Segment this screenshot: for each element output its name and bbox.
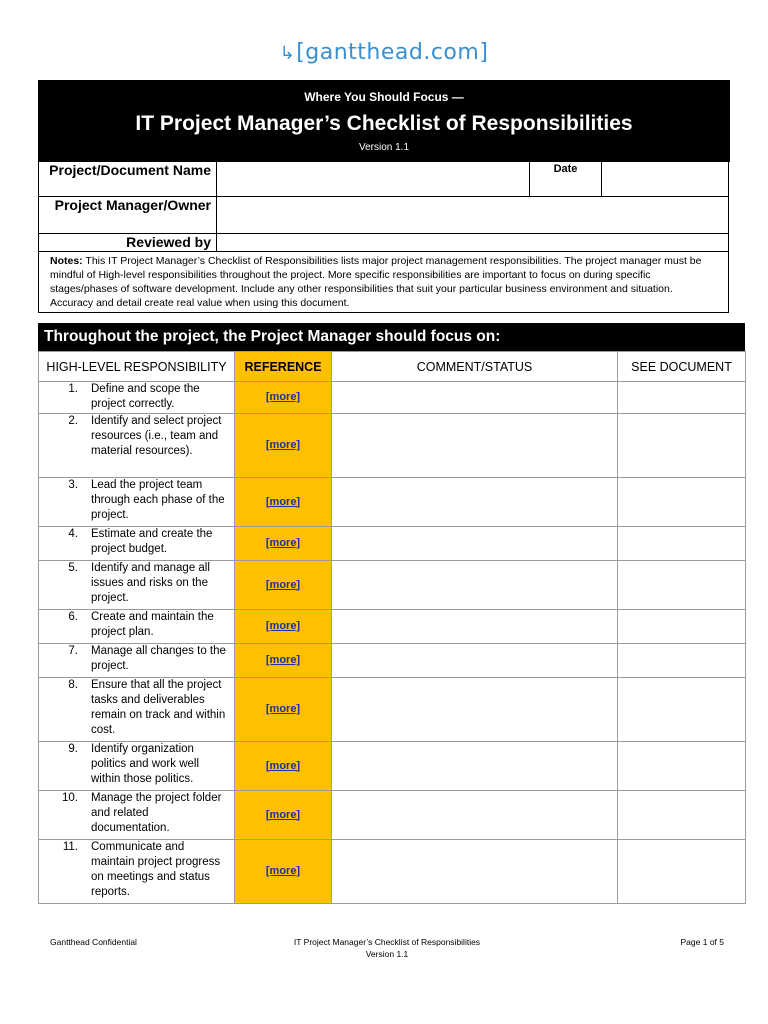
reference-cell xyxy=(235,478,332,527)
footer-page-number: Page 1 of 5 xyxy=(680,937,724,947)
table-row xyxy=(39,414,746,478)
reference-cell xyxy=(235,791,332,840)
column-header-reference: REFERENCE xyxy=(235,352,332,382)
responsibility-cell xyxy=(39,742,235,791)
column-header-responsibility: HIGH-LEVEL RESPONSIBILITY xyxy=(39,352,235,382)
table-row xyxy=(39,644,746,678)
responsibility-cell xyxy=(39,644,235,678)
responsibility-cell xyxy=(39,527,235,561)
list-item xyxy=(39,678,234,739)
reference-cell xyxy=(235,382,332,414)
comment-status-cell[interactable] xyxy=(332,791,618,840)
footer-doc-title: IT Project Manager’s Checklist of Responsibilities xyxy=(293,937,481,947)
table-row xyxy=(39,742,746,791)
see-document-cell[interactable] xyxy=(618,478,746,527)
table-row xyxy=(39,527,746,561)
table-row xyxy=(39,840,746,904)
comment-status-cell[interactable] xyxy=(332,742,618,791)
responsibility-cell xyxy=(39,610,235,644)
table-row xyxy=(39,678,746,742)
responsibility-cell xyxy=(39,414,235,478)
table-row xyxy=(39,382,746,414)
list-item xyxy=(39,382,234,413)
list-item xyxy=(39,414,234,460)
document-version: Version 1.1 xyxy=(358,142,410,153)
reference-cell xyxy=(235,610,332,644)
more-link[interactable]: [more] xyxy=(265,439,301,451)
item-number: 11. xyxy=(62,841,78,853)
see-document-cell[interactable] xyxy=(618,791,746,840)
list-item xyxy=(39,610,234,641)
list-item xyxy=(39,791,234,837)
see-document-cell[interactable] xyxy=(618,644,746,678)
list-item xyxy=(39,742,234,788)
date-field[interactable] xyxy=(602,162,729,197)
item-text: Communicate and maintain project progress on meetings and status reports. xyxy=(91,841,221,898)
comment-status-cell[interactable] xyxy=(332,527,618,561)
notes-block xyxy=(39,252,729,313)
comment-status-cell[interactable] xyxy=(332,678,618,742)
footer-title xyxy=(50,936,724,960)
comment-status-cell[interactable] xyxy=(332,610,618,644)
reference-cell xyxy=(235,678,332,742)
item-number: 3. xyxy=(68,479,78,491)
list-item xyxy=(39,478,234,524)
table-row xyxy=(39,610,746,644)
item-number: 8. xyxy=(68,679,78,691)
item-number: 4. xyxy=(68,528,78,540)
more-link[interactable]: [more] xyxy=(265,391,301,403)
comment-status-cell[interactable] xyxy=(332,840,618,904)
more-link[interactable]: [more] xyxy=(265,495,301,508)
comment-status-cell[interactable] xyxy=(332,382,618,414)
item-text: Identify organization politics and work well within those politics. xyxy=(91,743,200,785)
notes-text: This IT Project Manager’s Checklist of Responsibilities lists major project management responsibilities. The project manager must be mindful of High-level responsibilities throughout the project. More specific responsibilities are important to focus on during specific stages/phases of software development. Include any other responsibilities that suit your particular business environment and situation. Accuracy and detail create real value when using this document. xyxy=(50,255,702,309)
footer-version: Version 1.1 xyxy=(365,949,409,959)
reference-cell xyxy=(235,742,332,791)
item-text: Manage the project folder and related documentation. xyxy=(91,792,222,834)
responsibilities-table xyxy=(38,351,746,904)
see-document-cell[interactable] xyxy=(618,610,746,644)
document-title: IT Project Manager’s Checklist of Responsibilities xyxy=(135,112,633,135)
comment-status-cell[interactable] xyxy=(332,561,618,610)
pm-owner-field[interactable] xyxy=(217,197,729,234)
reviewed-by-label: Reviewed by xyxy=(39,234,217,252)
arrow-icon: ↳ xyxy=(279,43,296,64)
see-document-cell[interactable] xyxy=(618,742,746,791)
gantthead-logo xyxy=(0,40,768,67)
document-header xyxy=(38,80,730,162)
reference-cell xyxy=(235,527,332,561)
responsibility-cell xyxy=(39,840,235,904)
item-number: 1. xyxy=(68,383,78,395)
table-row xyxy=(39,561,746,610)
item-number: 7. xyxy=(68,645,78,657)
more-link[interactable]: [more] xyxy=(265,759,301,772)
reference-cell xyxy=(235,561,332,610)
list-item xyxy=(39,561,234,607)
notes-label: Notes: xyxy=(50,255,83,267)
more-link[interactable]: [more] xyxy=(265,808,301,821)
item-text: Ensure that all the project tasks and deliverables remain on track and within cost. xyxy=(91,679,226,736)
more-link[interactable]: [more] xyxy=(265,578,301,591)
table-row xyxy=(39,791,746,840)
see-document-cell[interactable] xyxy=(618,382,746,414)
responsibility-cell xyxy=(39,791,235,840)
item-number: 6. xyxy=(68,611,78,623)
reference-cell xyxy=(235,840,332,904)
item-text: Define and scope the project correctly. xyxy=(91,383,200,410)
more-link[interactable]: [more] xyxy=(265,654,301,666)
footer-confidential: Gantthead Confidential xyxy=(50,937,137,947)
header-subtitle: Where You Should Focus — xyxy=(304,90,464,104)
item-text: Manage all changes to the project. xyxy=(91,645,226,672)
comment-status-cell[interactable] xyxy=(332,478,618,527)
item-text: Estimate and create the project budget. xyxy=(91,528,213,555)
more-link[interactable]: [more] xyxy=(265,703,301,715)
item-number: 2. xyxy=(68,415,78,427)
project-name-label: Project/Document Name xyxy=(39,162,217,197)
item-text: Lead the project team through each phase of the project. xyxy=(91,479,225,521)
more-link[interactable]: [more] xyxy=(265,537,301,549)
item-number: 5. xyxy=(68,562,78,574)
reference-cell xyxy=(235,644,332,678)
logo-text: [gantthead.com] xyxy=(296,40,489,65)
see-document-cell[interactable] xyxy=(618,414,746,478)
table-row xyxy=(39,478,746,527)
see-document-cell[interactable] xyxy=(618,527,746,561)
column-header-comment-status: COMMENT/STATUS xyxy=(332,352,618,382)
responsibility-cell xyxy=(39,382,235,414)
item-text: Create and maintain the project plan. xyxy=(91,611,214,638)
list-item xyxy=(39,644,234,675)
reviewed-by-field[interactable] xyxy=(217,234,729,252)
more-link[interactable]: [more] xyxy=(265,865,301,877)
focus-heading: Throughout the project, the Project Manager should focus on: xyxy=(38,323,745,351)
more-link[interactable]: [more] xyxy=(265,620,301,632)
see-document-cell[interactable] xyxy=(618,561,746,610)
project-name-field[interactable] xyxy=(217,162,530,197)
see-document-cell[interactable] xyxy=(618,678,746,742)
responsibility-cell xyxy=(39,478,235,527)
reference-cell xyxy=(235,414,332,478)
item-text: Identify and manage all issues and risks on the project. xyxy=(91,562,210,604)
comment-status-cell[interactable] xyxy=(332,644,618,678)
project-info-table xyxy=(38,161,729,313)
date-label: Date xyxy=(530,162,602,197)
responsibility-cell xyxy=(39,561,235,610)
item-text: Identify and select project resources (i.e., team and material resources). xyxy=(91,415,222,457)
column-header-see-document: SEE DOCUMENT xyxy=(618,352,746,382)
list-item xyxy=(39,840,234,901)
list-item xyxy=(39,527,234,558)
pm-owner-label: Project Manager/Owner xyxy=(39,197,217,234)
responsibility-cell xyxy=(39,678,235,742)
see-document-cell[interactable] xyxy=(618,840,746,904)
item-number: 9. xyxy=(68,743,78,755)
item-number: 10. xyxy=(62,792,78,804)
comment-status-cell[interactable] xyxy=(332,414,618,478)
